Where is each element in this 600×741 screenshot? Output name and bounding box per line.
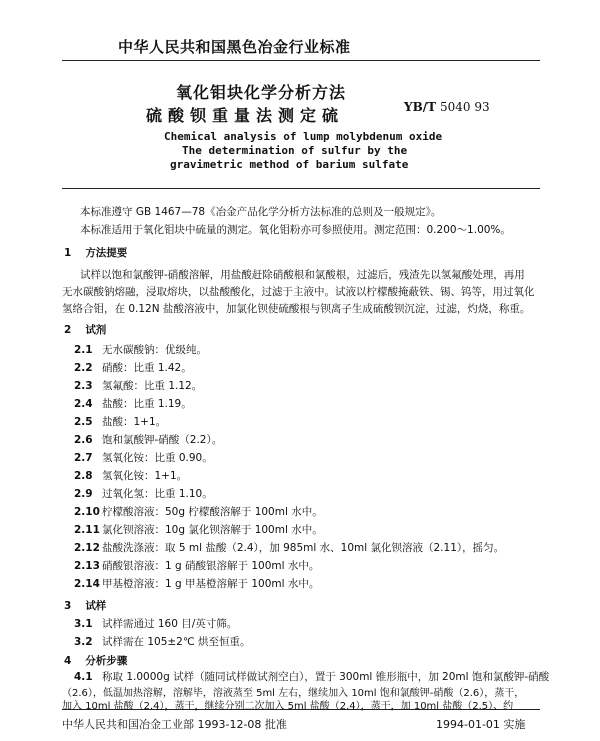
header-divider — [62, 60, 540, 61]
title-en-line1: Chemical analysis of lump molybdenum oxide — [164, 130, 443, 143]
sample-item: 3.1 试样需通过 160 目/英寸筛。 — [74, 618, 238, 630]
reagent-item: 2.6 饱和氯酸钾-硝酸（2.2）。 — [74, 434, 223, 446]
reagent-item: 2.11 氯化钡溶液：10g 氯化钡溶解于 100ml 水中。 — [74, 524, 323, 536]
standard-category-header: 中华人民共和国黑色冶金行业标准 — [118, 38, 351, 56]
section-heading-4: 4 分析步骤 — [64, 655, 128, 667]
reagent-item: 2.5 盐酸：1+1。 — [74, 416, 167, 428]
reagent-item: 2.1 无水碳酸钠：优级纯。 — [74, 344, 207, 356]
procedure-line-2: （2.6），低温加热溶解，溶解毕，溶液蒸至 5ml 左右，继续加入 10ml 饱和氯酸钾-硝酸（2.6），蒸干， — [62, 688, 525, 699]
reagent-item: 2.7 氢氧化铵：比重 0.90。 — [74, 452, 213, 464]
reagent-item: 2.4 盐酸：比重 1.19。 — [74, 398, 192, 410]
reagent-item: 2.14 甲基橙溶液：1 g 甲基橙溶解于 100ml 水中。 — [74, 578, 320, 590]
section-heading-1: 1 方法提要 — [64, 247, 128, 259]
approval-date: 中华人民共和国冶金工业部 1993-12-08 批准 — [62, 718, 287, 731]
reagent-item: 2.12 盐酸洗涤液：取 5 ml 盐酸（2.4），加 985ml 水、10ml 氯化钡溶液（2.11），摇匀。 — [74, 542, 505, 554]
summary-line-3: 氢络合钼，在 0.12N 盐酸溶液中，加氯化钡使硫酸根与钡离子生成硫酸钡沉淀，过滤，灼烧，称重。 — [62, 303, 531, 315]
intro-paragraph-2: 本标准适用于氧化钼块中硫量的测定。氧化钼粉亦可参照使用。测定范围：0.200～1.00%。 — [80, 224, 511, 236]
reagent-item: 2.8 氢氧化铵：1+1。 — [74, 470, 188, 482]
effective-date: 1994-01-01 实施 — [436, 718, 526, 731]
title-divider — [62, 188, 540, 189]
title-en-line3: gravimetric method of barium sulfate — [170, 158, 409, 171]
standard-prefix: YB/T — [404, 100, 437, 114]
title-zh-line1: 氧化钼块化学分析方法 — [176, 83, 347, 102]
procedure-line-1: 4.1 称取 1.0000g 试样（随同试样做试剂空白），置于 300ml 锥形瓶中，加 20ml 饱和氯酸钾-硝酸 — [74, 671, 550, 683]
intro-paragraph-1: 本标准遵守 GB 1467—78《冶金产品化学分析方法标准的总则及一般规定》。 — [80, 206, 442, 218]
reagent-item: 2.3 氢氟酸：比重 1.12。 — [74, 380, 203, 392]
summary-line-2: 无水碳酸钠熔融，浸取熔块，以盐酸酸化，过滤于主液中。试液以柠檬酸掩蔽铁、锡、钨等，用过氧化 — [62, 286, 535, 298]
procedure-line-3: 加入 10ml 盐酸（2.4），蒸干，继续分别二次加入 5ml 盐酸（2.4），蒸干，加 10ml 盐酸（2.5）、约 — [62, 701, 514, 712]
summary-line-1: 试样以饱和氯酸钾-硝酸溶解，用盐酸赶除硝酸根和氯酸根，过滤后，残渣先以氢氟酸处理，再用 — [80, 269, 525, 281]
standard-code: 5040 93 — [440, 100, 490, 114]
sample-item: 3.2 试样需在 105±2℃ 烘至恒重。 — [74, 636, 251, 648]
section-heading-3: 3 试样 — [64, 600, 107, 612]
reagent-item: 2.10 柠檬酸溶液：50g 柠檬酸溶解于 100ml 水中。 — [74, 506, 323, 518]
section-heading-2: 2 试剂 — [64, 324, 107, 336]
reagent-item: 2.9 过氧化氢：比重 1.10。 — [74, 488, 213, 500]
reagent-item: 2.2 硝酸：比重 1.42。 — [74, 362, 192, 374]
reagent-item: 2.13 硝酸银溶液：1 g 硝酸银溶解于 100ml 水中。 — [74, 560, 320, 572]
title-en-line2: The determination of sulfur by the — [182, 144, 408, 157]
standard-number — [404, 100, 490, 114]
title-zh-line2: 硫酸钡重量法测定硫 — [146, 106, 345, 125]
